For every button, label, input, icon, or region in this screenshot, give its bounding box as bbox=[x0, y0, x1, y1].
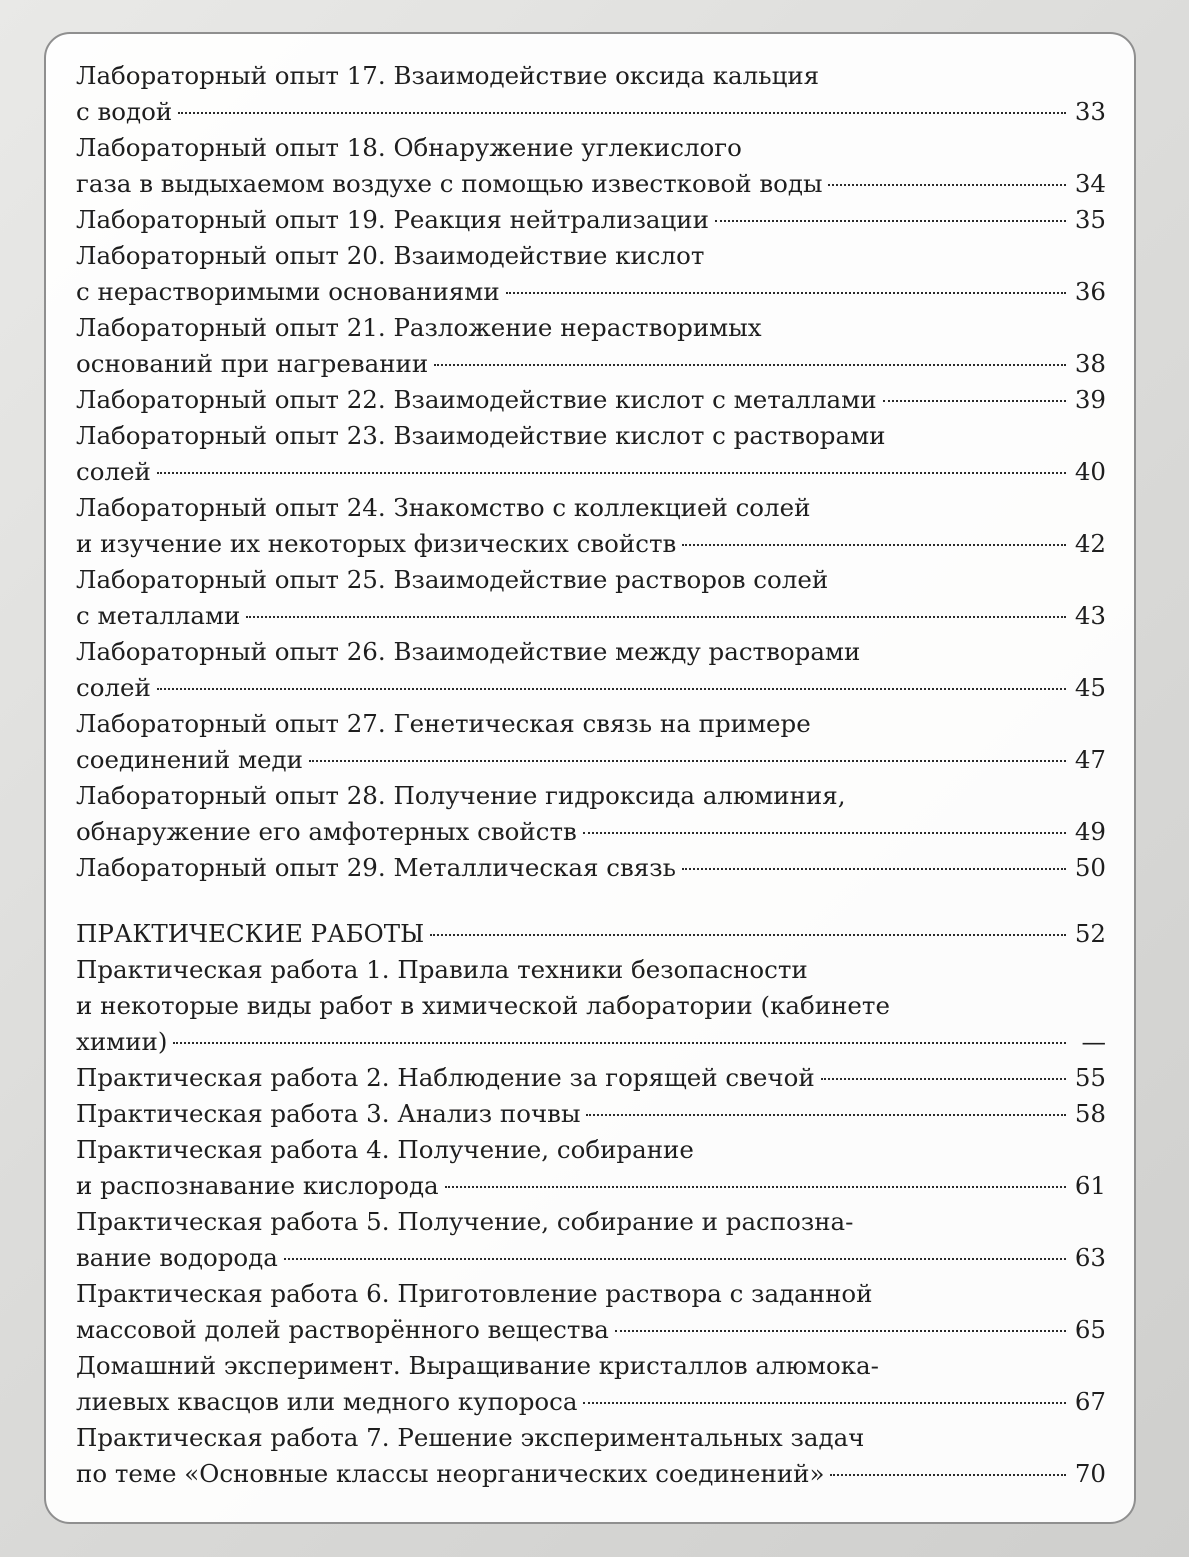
toc-entry-last-line bbox=[76, 1168, 1106, 1204]
toc-entry[interactable] bbox=[76, 1132, 1106, 1204]
dot-leader bbox=[583, 1402, 1066, 1404]
dot-leader bbox=[434, 364, 1066, 366]
dot-leader bbox=[430, 934, 1066, 936]
page-number: 36 bbox=[1074, 277, 1106, 306]
dot-leader bbox=[178, 112, 1066, 114]
page-number: 34 bbox=[1074, 169, 1106, 198]
table-of-contents bbox=[76, 58, 1106, 1492]
page-number: 50 bbox=[1074, 853, 1106, 882]
dot-leader bbox=[309, 760, 1066, 762]
toc-entry-last-line bbox=[76, 382, 1106, 418]
toc-entry-last-line bbox=[76, 526, 1106, 562]
dot-leader bbox=[682, 868, 1066, 870]
dot-leader bbox=[715, 220, 1066, 222]
toc-entry[interactable] bbox=[76, 778, 1106, 850]
toc-entry-title: лиевых квасцов или медного купороса bbox=[76, 1387, 578, 1416]
page-number: 65 bbox=[1074, 1315, 1106, 1344]
toc-entry-line: Практическая работа 4. Получение, собирание bbox=[76, 1135, 694, 1164]
toc-entry[interactable] bbox=[76, 1060, 1106, 1096]
lab-experiments-list bbox=[76, 58, 1106, 886]
page-number: 49 bbox=[1074, 817, 1106, 846]
toc-entry-title: с водой bbox=[76, 97, 173, 126]
page-number: 70 bbox=[1074, 1459, 1106, 1488]
dot-leader bbox=[173, 1042, 1066, 1044]
page-number: 67 bbox=[1074, 1387, 1106, 1416]
toc-entry[interactable] bbox=[76, 1204, 1106, 1276]
toc-entry-last-line bbox=[76, 1240, 1106, 1276]
toc-entry-title: по теме «Основные классы неорганических соединений» bbox=[76, 1459, 825, 1488]
page-number: 58 bbox=[1074, 1099, 1106, 1128]
page-number: 39 bbox=[1074, 385, 1106, 414]
toc-entry-line: Лабораторный опыт 25. Взаимодействие растворов солей bbox=[76, 565, 829, 594]
page-number: 42 bbox=[1074, 529, 1106, 558]
toc-entry-last-line bbox=[76, 202, 1106, 238]
dot-leader bbox=[615, 1330, 1066, 1332]
page-number: 47 bbox=[1074, 745, 1106, 774]
toc-entry[interactable] bbox=[76, 1096, 1106, 1132]
dot-leader bbox=[583, 832, 1066, 834]
page-number: 33 bbox=[1074, 97, 1106, 126]
toc-entry-last-line bbox=[76, 1384, 1106, 1420]
toc-entry[interactable] bbox=[76, 238, 1106, 310]
toc-entry-last-line bbox=[76, 1312, 1106, 1348]
toc-entry-line: Лабораторный опыт 27. Генетическая связь на примере bbox=[76, 709, 811, 738]
toc-entry[interactable] bbox=[76, 130, 1106, 202]
page-number: 40 bbox=[1074, 457, 1106, 486]
section-gap bbox=[76, 886, 1106, 916]
toc-entry-title: с нерастворимыми основаниями bbox=[76, 277, 500, 306]
toc-entry-line: Лабораторный опыт 24. Знакомство с коллекцией солей bbox=[76, 493, 811, 522]
dot-leader bbox=[682, 544, 1066, 546]
toc-entry-title: с металлами bbox=[76, 601, 241, 630]
dot-leader bbox=[830, 1474, 1066, 1476]
toc-entry-last-line bbox=[76, 1060, 1106, 1096]
toc-entry-title: Практическая работа 3. Анализ почвы bbox=[76, 1099, 581, 1128]
dot-leader bbox=[445, 1186, 1066, 1188]
toc-entry-title: массовой долей растворённого вещества bbox=[76, 1315, 609, 1344]
toc-entry-last-line bbox=[76, 454, 1106, 490]
toc-entry-last-line bbox=[76, 166, 1106, 202]
dot-leader bbox=[246, 616, 1066, 618]
dot-leader bbox=[284, 1258, 1066, 1260]
dot-leader bbox=[506, 292, 1066, 294]
toc-entry[interactable] bbox=[76, 202, 1106, 238]
toc-entry[interactable] bbox=[76, 562, 1106, 634]
page-number: 52 bbox=[1074, 919, 1106, 948]
toc-entry-title: оснований при нагревании bbox=[76, 349, 429, 378]
toc-entry-title: солей bbox=[76, 673, 151, 702]
dot-leader bbox=[157, 688, 1066, 690]
dot-leader bbox=[157, 472, 1066, 474]
toc-entry-line: Лабораторный опыт 28. Получение гидроксида алюминия, bbox=[76, 781, 846, 810]
toc-entry-last-line bbox=[76, 1456, 1106, 1492]
page-number: 63 bbox=[1074, 1243, 1106, 1272]
toc-entry-last-line bbox=[76, 346, 1106, 382]
page-number: 55 bbox=[1074, 1063, 1106, 1092]
dot-leader bbox=[883, 400, 1066, 402]
toc-entry-last-line bbox=[76, 916, 1106, 952]
toc-entry-line: Лабораторный опыт 21. Разложение нерастворимых bbox=[76, 313, 762, 342]
dot-leader bbox=[828, 184, 1066, 186]
toc-entry[interactable] bbox=[76, 490, 1106, 562]
dot-leader bbox=[586, 1114, 1066, 1116]
toc-entry-title: газа в выдыхаемом воздухе с помощью известковой воды bbox=[76, 169, 823, 198]
toc-entry-last-line bbox=[76, 742, 1106, 778]
toc-entry[interactable] bbox=[76, 1276, 1106, 1348]
page-number: — bbox=[1081, 1027, 1106, 1056]
toc-entry-line: Домашний эксперимент. Выращивание кристаллов алюмока- bbox=[76, 1351, 879, 1380]
toc-entry-last-line bbox=[76, 1024, 1106, 1060]
toc-entry[interactable] bbox=[76, 1348, 1106, 1420]
dot-leader bbox=[821, 1078, 1066, 1080]
toc-entry-title: Лабораторный опыт 22. Взаимодействие кислот с металлами bbox=[76, 385, 877, 414]
toc-entry-title: обнаружение его амфотерных свойств bbox=[76, 817, 577, 846]
toc-entry[interactable] bbox=[76, 58, 1106, 130]
toc-entry-title: соединений меди bbox=[76, 745, 303, 774]
toc-entry-last-line bbox=[76, 1096, 1106, 1132]
page-number: 38 bbox=[1074, 349, 1106, 378]
page-number: 45 bbox=[1074, 673, 1106, 702]
toc-entry-line: Лабораторный опыт 23. Взаимодействие кислот с растворами bbox=[76, 421, 886, 450]
toc-entry-title: солей bbox=[76, 457, 151, 486]
toc-entry-last-line bbox=[76, 274, 1106, 310]
toc-entry[interactable] bbox=[76, 634, 1106, 706]
toc-entry-line: и некоторые виды работ в химической лаборатории (кабинете bbox=[76, 991, 890, 1020]
toc-entry-last-line bbox=[76, 598, 1106, 634]
toc-entry-line: Лабораторный опыт 20. Взаимодействие кислот bbox=[76, 241, 705, 270]
toc-entry-title: ПРАКТИЧЕСКИЕ РАБОТЫ bbox=[76, 919, 425, 948]
toc-entry-line: Практическая работа 6. Приготовление раствора с заданной bbox=[76, 1279, 873, 1308]
toc-entry-last-line bbox=[76, 814, 1106, 850]
toc-entry-line: Лабораторный опыт 18. Обнаружение углекислого bbox=[76, 133, 742, 162]
toc-entry-title: и изучение их некоторых физических свойств bbox=[76, 529, 677, 558]
page-number: 43 bbox=[1074, 601, 1106, 630]
toc-entry-title: Практическая работа 2. Наблюдение за горящей свечой bbox=[76, 1063, 815, 1092]
toc-entry-title: вание водорода bbox=[76, 1243, 278, 1272]
toc-entry-line: Практическая работа 7. Решение экспериментальных задач bbox=[76, 1423, 865, 1452]
toc-entry-title: Лабораторный опыт 29. Металлическая связь bbox=[76, 853, 676, 882]
toc-entry-last-line bbox=[76, 670, 1106, 706]
toc-entry[interactable] bbox=[76, 706, 1106, 778]
toc-entry[interactable] bbox=[76, 382, 1106, 418]
toc-entry[interactable] bbox=[76, 850, 1106, 886]
toc-entry-line: Практическая работа 5. Получение, собирание и распозна- bbox=[76, 1207, 854, 1236]
toc-entry-last-line bbox=[76, 850, 1106, 886]
toc-entry[interactable] bbox=[76, 310, 1106, 382]
toc-entry[interactable] bbox=[76, 418, 1106, 490]
toc-entry[interactable] bbox=[76, 1420, 1106, 1492]
toc-entry-title: химии) bbox=[76, 1027, 168, 1056]
toc-entry-last-line bbox=[76, 94, 1106, 130]
toc-entry-line: Лабораторный опыт 17. Взаимодействие оксида кальция bbox=[76, 61, 820, 90]
toc-entry-title: и распознавание кислорода bbox=[76, 1171, 439, 1200]
page-number: 35 bbox=[1074, 205, 1106, 234]
practical-works-list bbox=[76, 916, 1106, 1492]
toc-entry[interactable] bbox=[76, 916, 1106, 952]
toc-entry-title: Лабораторный опыт 19. Реакция нейтрализации bbox=[76, 205, 709, 234]
toc-entry[interactable] bbox=[76, 952, 1106, 1060]
toc-entry-line: Практическая работа 1. Правила техники безопасности bbox=[76, 955, 808, 984]
toc-entry-line: Лабораторный опыт 26. Взаимодействие между растворами bbox=[76, 637, 861, 666]
page-number: 61 bbox=[1074, 1171, 1106, 1200]
